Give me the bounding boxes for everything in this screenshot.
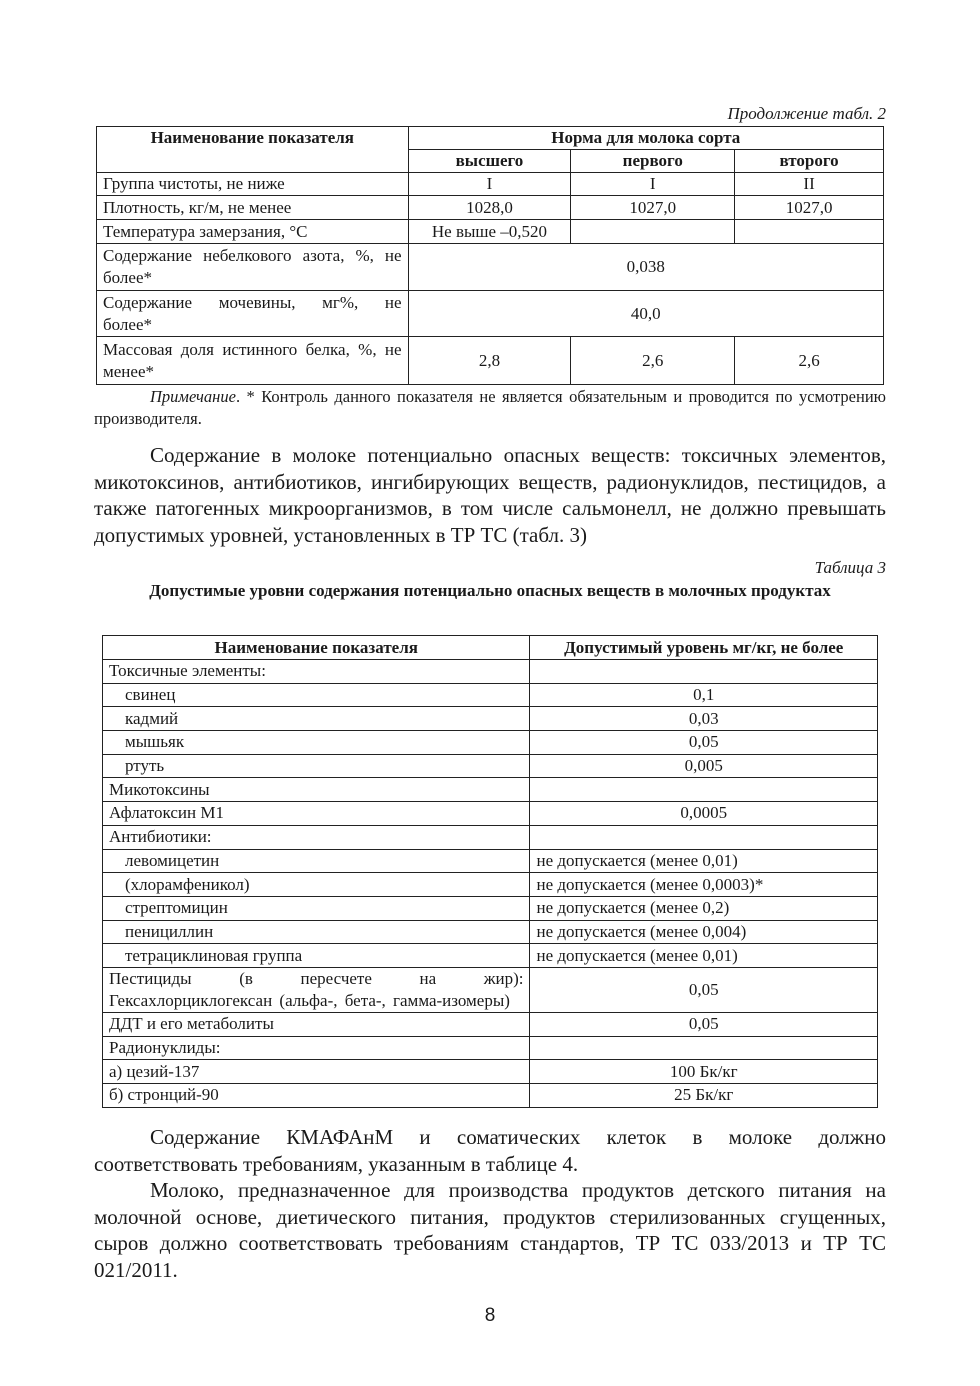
table-row bbox=[103, 1084, 878, 1108]
row-name: б) стронций-90 bbox=[103, 1084, 530, 1108]
row-value: 100 Бк/кг bbox=[530, 1060, 878, 1084]
table-row bbox=[103, 802, 878, 826]
table-row bbox=[97, 244, 884, 291]
row-value: не допускается (менее 0,0003)* bbox=[530, 873, 878, 897]
row-name: Радионуклиды: bbox=[103, 1036, 530, 1060]
row-value: 0,0005 bbox=[530, 802, 878, 826]
table-row bbox=[103, 660, 878, 684]
row-name: Пестициды (в пересчете на жир): Гексахлорциклогексан (альфа-, бета-, гамма-изомеры) bbox=[103, 967, 530, 1012]
row-value: 2,6 bbox=[571, 337, 735, 385]
row-value: 1028,0 bbox=[408, 196, 571, 220]
row-value: I bbox=[571, 173, 735, 196]
table-row bbox=[103, 896, 878, 920]
row-value: 0,05 bbox=[530, 731, 878, 755]
row-name: Массовая доля истинного белка, %, не менее* bbox=[97, 337, 409, 385]
header-norm: Норма для молока сорта bbox=[408, 127, 883, 150]
paragraph-baby-food-milk: Молоко, предназначенное для производства продуктов детского питания на молочной основе, диетического питания, продуктов стерилизованных сгущенных, сыров должно соответствовать требованиям стандартов, ТР ТС 033/2013 и ТР ТС 021/2011. bbox=[94, 1178, 886, 1282]
table-row bbox=[103, 1060, 878, 1084]
row-name: а) цезий-137 bbox=[103, 1060, 530, 1084]
row-value: 0,05 bbox=[530, 1012, 878, 1036]
row-value: Не выше –0,520 bbox=[408, 220, 571, 244]
page-number: 8 bbox=[484, 1305, 496, 1326]
table-row bbox=[103, 967, 878, 1012]
row-name: тетрациклиновая группа bbox=[103, 944, 530, 968]
row-value bbox=[571, 220, 735, 244]
table-row bbox=[103, 754, 878, 778]
table-row bbox=[97, 337, 884, 385]
milk-grade-norms-table bbox=[96, 126, 884, 385]
row-value: 25 Бк/кг bbox=[530, 1084, 878, 1108]
header-grade-first: первого bbox=[571, 150, 735, 173]
table-row bbox=[103, 778, 878, 802]
row-name: ртуть bbox=[103, 754, 530, 778]
hazardous-substances-table bbox=[102, 635, 878, 1108]
paragraph-hazardous-substances: Содержание в молоке потенциально опасных веществ: токсичных элементов, микотоксинов, антибиотиков, ингибирующих веществ, радионуклидов, пестицидов, а также патогенных микроорганизмов, в том числе сальмонелл, не должно превышать допустимых уровней, установленных в ТР ТС (табл. 3) bbox=[94, 443, 886, 547]
note-text: . * Контроль данного показателя не является обязательным и проводится по усмотрению производителя. bbox=[94, 387, 886, 428]
table-row bbox=[103, 731, 878, 755]
header-indicator-name: Наименование показателя bbox=[97, 127, 409, 173]
row-value: не допускается (менее 0,01) bbox=[530, 849, 878, 873]
row-name: Группа чистоты, не ниже bbox=[97, 173, 409, 196]
table-row bbox=[97, 173, 884, 196]
header-grade-highest: высшего bbox=[408, 150, 571, 173]
table-row bbox=[103, 683, 878, 707]
row-name: Афлатоксин М1 bbox=[103, 802, 530, 826]
row-value bbox=[530, 660, 878, 684]
row-value bbox=[735, 220, 884, 244]
note-label: Примечание bbox=[150, 387, 236, 406]
header-allowed-level: Допустимый уровень мг/кг, не более bbox=[530, 636, 878, 660]
row-merged-value: 0,038 bbox=[408, 244, 883, 291]
row-value: 1027,0 bbox=[571, 196, 735, 220]
row-name: Микотоксины bbox=[103, 778, 530, 802]
table-row bbox=[103, 1036, 878, 1060]
row-value: 2,6 bbox=[735, 337, 884, 385]
row-value: 0,1 bbox=[530, 683, 878, 707]
row-name: свинец bbox=[103, 683, 530, 707]
table-row bbox=[103, 707, 878, 731]
row-value: не допускается (менее 0,01) bbox=[530, 944, 878, 968]
table-row bbox=[103, 873, 878, 897]
table-row bbox=[97, 220, 884, 244]
table2-note bbox=[94, 386, 886, 430]
row-name: Антибиотики: bbox=[103, 825, 530, 849]
table2-continuation-caption: Продолжение табл. 2 bbox=[727, 104, 886, 123]
row-value: не допускается (менее 0,2) bbox=[530, 896, 878, 920]
table-row bbox=[103, 825, 878, 849]
paragraph-kmafanm: Содержание КМАФАнМ и соматических клеток в молоке должно соответствовать требованиям, указанным в таблице 4. bbox=[94, 1125, 886, 1176]
row-name: Содержание мочевины, мг%, не более* bbox=[97, 291, 409, 337]
row-name: Содержание небелкового азота, %, не более* bbox=[97, 244, 409, 291]
table-row bbox=[103, 849, 878, 873]
row-name: (хлорамфеникол) bbox=[103, 873, 530, 897]
row-value: 0,03 bbox=[530, 707, 878, 731]
row-merged-value: 40,0 bbox=[408, 291, 883, 337]
table-row bbox=[103, 1012, 878, 1036]
row-value: II bbox=[735, 173, 884, 196]
row-value: 2,8 bbox=[408, 337, 571, 385]
table-row bbox=[103, 944, 878, 968]
row-value: не допускается (менее 0,004) bbox=[530, 920, 878, 944]
header-indicator-name: Наименование показателя bbox=[103, 636, 530, 660]
table-row bbox=[97, 196, 884, 220]
table-row bbox=[97, 291, 884, 337]
row-name: левомицетин bbox=[103, 849, 530, 873]
row-name: кадмий bbox=[103, 707, 530, 731]
row-name: стрептомицин bbox=[103, 896, 530, 920]
row-value bbox=[530, 778, 878, 802]
row-name: Плотность, кг/м, не менее bbox=[97, 196, 409, 220]
row-value: 0,05 bbox=[530, 967, 878, 1012]
row-name: пенициллин bbox=[103, 920, 530, 944]
header-grade-second: второго bbox=[735, 150, 884, 173]
row-value bbox=[530, 825, 878, 849]
row-name: ДДТ и его метаболиты bbox=[103, 1012, 530, 1036]
row-value bbox=[530, 1036, 878, 1060]
row-value: I bbox=[408, 173, 571, 196]
row-name: Температура замерзания, °С bbox=[97, 220, 409, 244]
row-value: 0,005 bbox=[530, 754, 878, 778]
table3-title: Допустимые уровни содержания потенциально опасных веществ в молочных продуктах bbox=[149, 581, 831, 600]
table-row bbox=[103, 920, 878, 944]
row-value: 1027,0 bbox=[735, 196, 884, 220]
row-name: мышьяк bbox=[103, 731, 530, 755]
row-name: Токсичные элементы: bbox=[103, 660, 530, 684]
table3-caption: Таблица 3 bbox=[814, 558, 886, 577]
